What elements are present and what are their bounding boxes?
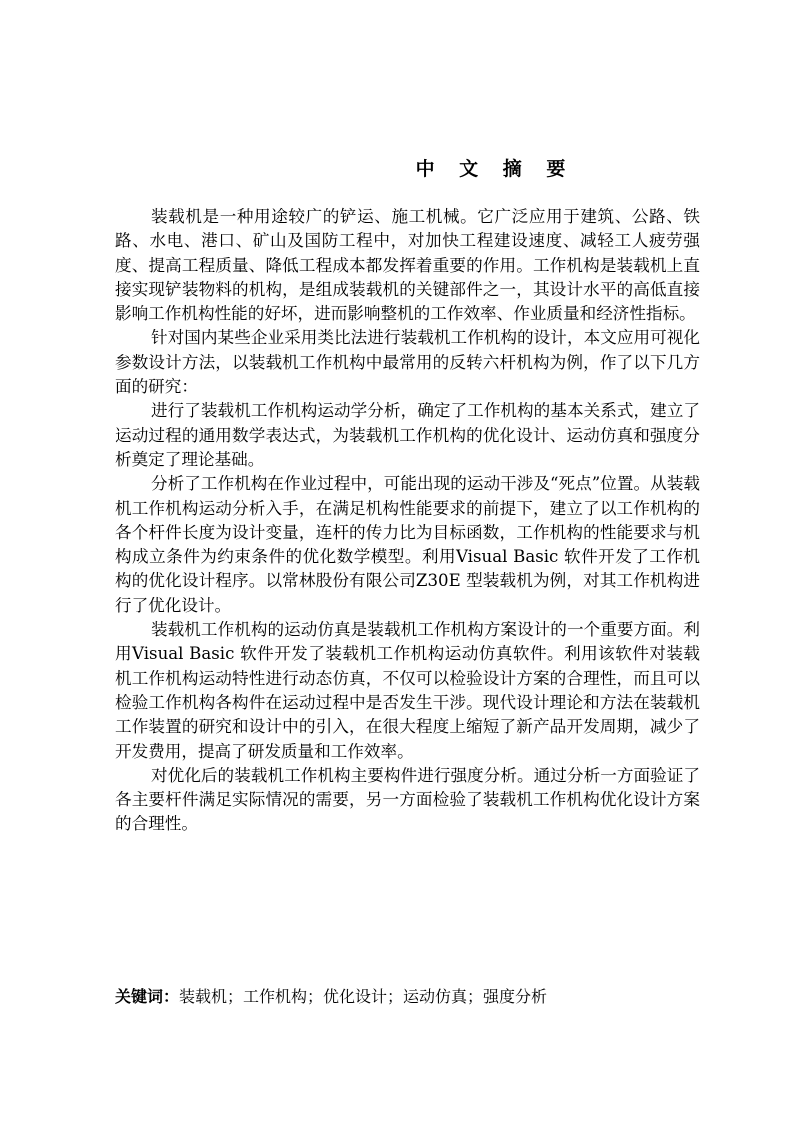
abstract-body [115, 205, 700, 837]
abstract-paragraph-2: 针对国内某些企业采用类比法进行装载机工作机构的设计，本文应用可视化参数设计方法，以装载机工作机构中最常用的反转六杆机构为例，作了以下几方面的研究： [115, 328, 700, 397]
abstract-paragraph-6: 对优化后的装载机工作机构主要构件进行强度分析。通过分析一方面验证了各主要杆件满足实际情况的需要，另一方面检验了装载机工作机构优化设计方案的合理性。 [115, 765, 700, 834]
keywords-text: 装载机；工作机构；优化设计；运动仿真；强度分析 [179, 987, 548, 1006]
abstract-paragraph-3: 进行了装载机工作机构运动学分析，确定了工作机构的基本关系式，建立了运动过程的通用数学表达式，为装载机工作机构的优化设计、运动仿真和强度分析奠定了理论基础。 [115, 401, 700, 469]
keywords-line [115, 985, 700, 1009]
abstract-paragraph-4: 分析了工作机构在作业过程中，可能出现的运动干涉及“死点”位置。从装载机工作机构运动分析入手，在满足机构性能要求的前提下，建立了以工作机构的各个杆件长度为设计变量，连杆的传力比为目标函数，工作机构的性能要求与机构成立条件为约束条件的优化数学模型。利用Visual Basic 软件开发了工作机构的优化设计程序。以常林股份有限公司Z30E 型装载机为例，对其工作机构进行了优化设计。 [115, 474, 700, 615]
abstract-paragraph-5: 装载机工作机构的运动仿真是装载机工作机构方案设计的一个重要方面。利用Visual Basic 软件开发了装载机工作机构运动仿真软件。利用该软件对装载机工作机构运动特性进行动态仿真，不仅可以检验设计方案的合理性，而且可以检验工作机构各构件在运动过程中是否发生干涉。现代设计理论和方法在装载机工作装置的研究和设计中的引入，在很大程度上缩短了新产品开发周期，减少了开发费用，提高了研发质量和工作效率。 [115, 620, 700, 761]
page-title: 中 文 摘 要 [415, 158, 575, 180]
abstract-paragraph-1: 装载机是一种用途较广的铲运、施工机械。它广泛应用于建筑、公路、铁路、水电、港口、矿山及国防工程中，对加快工程建设速度、减轻工人疲劳强度、提高工程质量、降低工程成本都发挥着重要的作用。工作机构是装载机上直接实现铲装物料的机构，是组成装载机的关键部件之一，其设计水平的高低直接影响工作机构性能的好坏，进而影响整机的工作效率、作业质量和经济性指标。 [115, 207, 700, 324]
keywords-label: 关键词： [115, 987, 180, 1006]
